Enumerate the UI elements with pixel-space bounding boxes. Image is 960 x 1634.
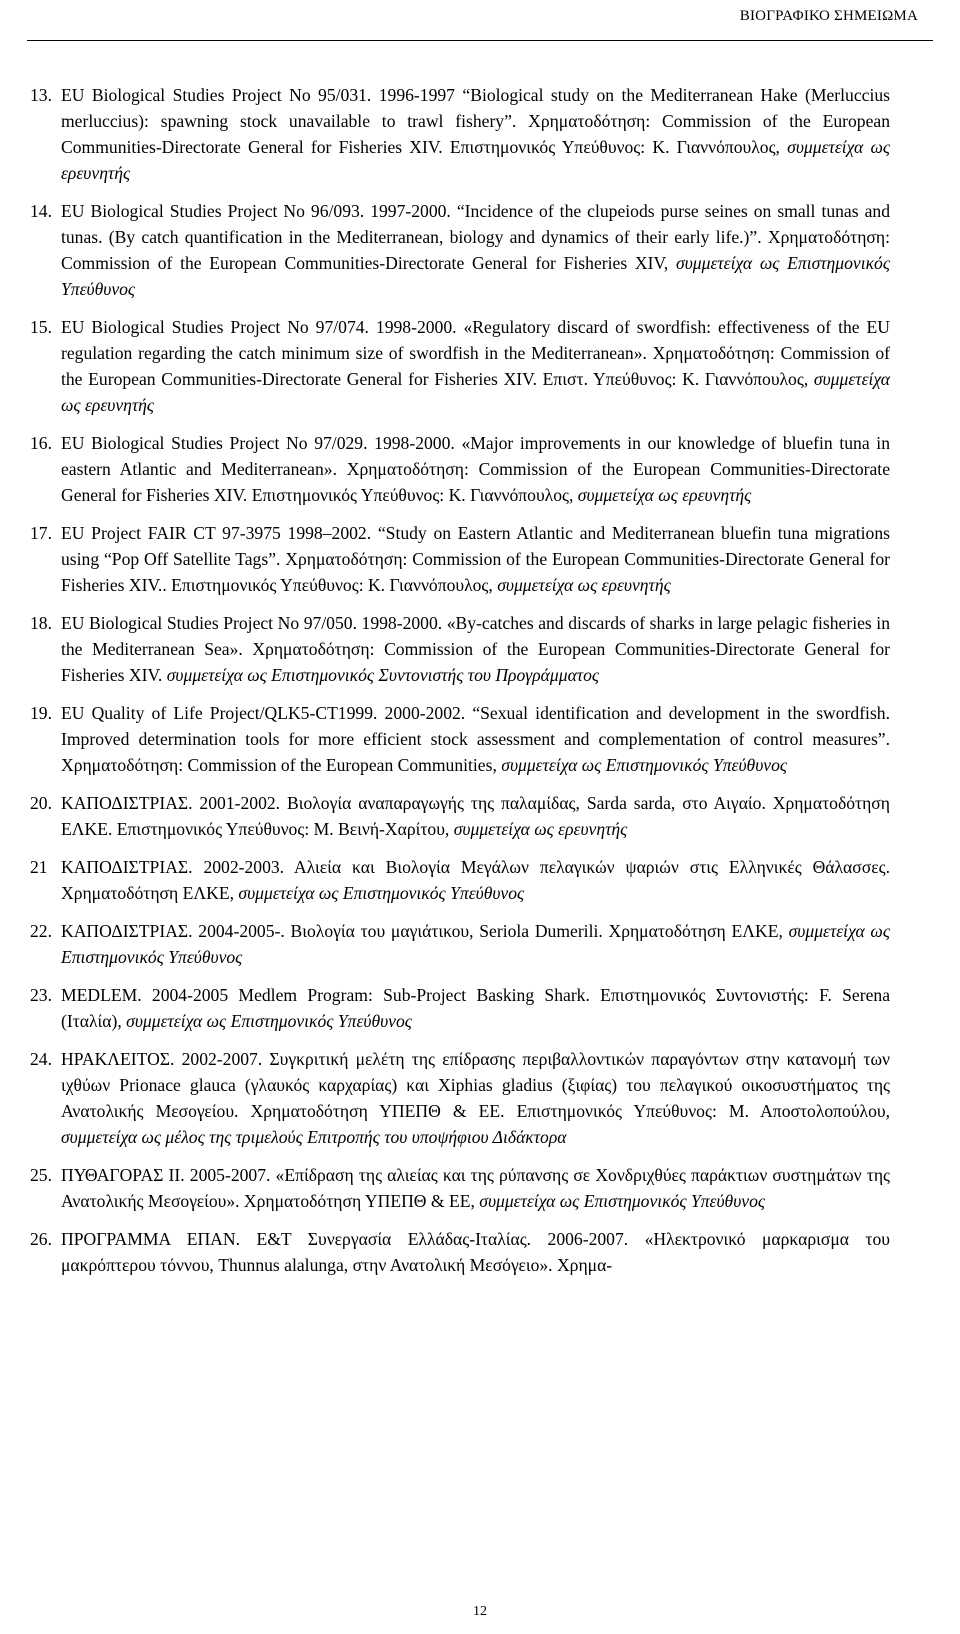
list-item (30, 1162, 890, 1214)
item-role: συμμετείχα ως ερευνητής (61, 137, 891, 183)
item-role: συμμετείχα ως Επιστημονικός Υπεύθυνος (501, 755, 788, 775)
item-role: συμμετείχα ως ερευνητής (61, 369, 890, 415)
list-item (30, 790, 890, 842)
item-number: 21 (30, 857, 48, 877)
item-number: 15. (30, 317, 52, 337)
item-number: 16. (30, 433, 52, 453)
list-item (30, 918, 890, 970)
item-number: 20. (30, 793, 52, 813)
item-text: ΗΡΑΚΛΕΙΤΟΣ. 2002-2007. Συγκριτική μελέτη της επίδρασης περιβαλλοντικών παραγόντων στην κατανομή των ιχθύων Prionace glauca (γλαυκός καρχαρίας) και Xiphias gladius (ξιφίας) του πελαγικού οικοσυστήματος της Ανατολικής Μεσογείου. Χρηματοδότηση ΥΠΕΠΘ & ΕΕ. Επιστημονικός Υπεύθυνος: Μ. Αποστολοπούλου, (61, 1049, 890, 1121)
item-number: 14. (30, 201, 52, 221)
list-item (30, 82, 890, 186)
item-body (61, 520, 890, 598)
list-item (30, 854, 890, 906)
item-text: EU Biological Studies Project No 97/050. 1998-2000. «By-catches and discards of sharks in large pelagic fisheries in the Mediterranean Sea». Χρηματοδότηση: Commission of the European Communities-Directorate General for Fisheries XIV. (61, 613, 890, 685)
item-text: EU Project FAIR CT 97-3975 1998–2002. “Study on Eastern Atlantic and Mediterranean bluefin tuna migrations using “Pop Off Satellite Tags”. Χρηματοδότηση: Commission of the European Communities-Directorate General for Fisheries XIV.. Επιστημονικός Υπεύθυνος: Κ. Γιαννόπουλος, (61, 523, 890, 595)
item-body (61, 982, 890, 1034)
item-body (61, 790, 890, 842)
item-body (61, 82, 890, 186)
item-number: 25. (30, 1165, 52, 1185)
item-role: συμμετείχα ως Επιστημονικός Υπεύθυνος (61, 921, 890, 967)
item-body (61, 854, 890, 906)
header-rule (27, 40, 933, 41)
item-role: συμμετείχα ως ερευνητής (577, 485, 752, 505)
item-text: ΚΑΠΟΔΙΣΤΡΙΑΣ. 2004-2005-. Βιολογία του μαγιάτικου, Seriola Dumerili. Χρηματοδότηση ΕΛΚΕ, (61, 921, 789, 941)
item-role: συμμετείχα ως ερευνητής (497, 575, 671, 595)
item-body (61, 314, 890, 418)
item-text: EU Quality of Life Project/QLK5-CT1999. 2000-2002. “Sexual identification and development in the swordfish. Improved determination tools for more efficient stock assessment and complementation of control measures”. Χρηματοδότηση: Commission of the European Communities, (61, 703, 890, 775)
list-item (30, 1046, 890, 1150)
item-role: συμμετείχα ως Επιστημονικός Υπεύθυνος (61, 253, 890, 299)
item-number: 13. (30, 85, 52, 105)
item-body (61, 1162, 890, 1214)
list-item (30, 1226, 890, 1278)
item-number: 22. (30, 921, 52, 941)
item-text: EU Biological Studies Project No 97/029. 1998-2000. «Major improvements in our knowledge of bluefin tuna in eastern Atlantic and Mediterranean». Χρηματοδότηση: Commission of the European Communities-Directorate General for Fisheries XIV. Επιστημονικός Υπεύθυνος: Κ. Γιαννόπουλος, (61, 433, 890, 505)
item-body (61, 1046, 890, 1150)
item-number: 24. (30, 1049, 52, 1069)
item-text: EU Biological Studies Project No 97/074. 1998-2000. «Regulatory discard of swordfish: effectiveness of the EU regulation regarding the catch minimum size of swordfish in the Mediterranean». Χρηματοδότηση: Commission of the European Communities-Directorate General for Fisheries XIV. Επιστ. Υπεύθυνος: Κ. Γιαννόπουλος, (61, 317, 890, 389)
running-header: ΒΙΟΓΡΑΦΙΚΟ ΣΗΜΕΙΩΜΑ (739, 8, 918, 24)
item-role: συμμετείχα ως Επιστημονικός Συντονιστής του Προγράμματος (166, 665, 600, 685)
item-body (61, 1226, 890, 1278)
page-number: 12 (473, 1604, 487, 1619)
item-text: ΚΑΠΟΔΙΣΤΡΙΑΣ. 2001-2002. Βιολογία αναπαραγωγής της παλαμίδας, Sarda sarda, στο Αιγαίο. Χρηματοδότηση ΕΛΚΕ. Επιστημονικός Υπεύθυνος: Μ. Βεινή-Χαρίτου, (61, 793, 890, 839)
item-number: 23. (30, 985, 52, 1005)
item-text: ΠΥΘΑΓΟΡΑΣ ΙΙ. 2005-2007. «Επίδραση της αλιείας και της ρύπανσης σε Χονδριχθύες παράκτιων συστημάτων της Ανατολικής Μεσογείου». Χρηματοδότηση ΥΠΕΠΘ & ΕΕ, (61, 1165, 890, 1211)
list-item (30, 520, 890, 598)
item-role: συμμετείχα ως Επιστημονικός Υπεύθυνος (126, 1011, 412, 1031)
item-role: συμμετείχα ως μέλος της τριμελούς Επιτροπής του υποψήφιου Διδάκτορα (61, 1127, 567, 1147)
project-list (30, 82, 890, 1290)
item-text: ΠΡΟΓΡΑΜΜΑ ΕΠΑΝ. Ε&Τ Συνεργασία Ελλάδας-Ιταλίας. 2006-2007. «Ηλεκτρονικό μαρκαρισμα του μακρόπτερου τόννου, Thunnus alalunga, στην Ανατολική Μεσόγειο». Χρημα- (61, 1229, 890, 1275)
list-item (30, 314, 890, 418)
item-body (61, 610, 890, 688)
item-role: συμμετείχα ως ερευνητής (453, 819, 628, 839)
list-item (30, 610, 890, 688)
item-number: 18. (30, 613, 52, 633)
item-text: EU Biological Studies Project No 96/093. 1997-2000. “Incidence of the clupeiods purse seines on small tunas and tunas. (By catch quantification in the Mediterranean, biology and dynamics of their early life.)”. Χρηματοδότηση: Commission of the European Communities-Directorate General for Fisheries XIV, (61, 201, 890, 273)
item-body (61, 918, 890, 970)
item-text: MEDLEM. 2004-2005 Medlem Program: Sub-Project Basking Shark. Επιστημονικός Συντονιστής: F. Serena (Ιταλία), (61, 985, 890, 1031)
item-role: συμμετείχα ως Επιστημονικός Υπεύθυνος (238, 883, 525, 903)
item-number: 17. (30, 523, 52, 543)
item-text: EU Biological Studies Project No 95/031. 1996-1997 “Biological study on the Mediterranean Hake (Merluccius merluccius): spawning stock unavailable to trawl fishery”. Χρηματοδότηση: Commission of the European Communities-Directorate General for Fisheries XIV. Επιστημονικός Υπεύθυνος: Κ. Γιαννόπουλος, (61, 85, 890, 157)
list-item (30, 198, 890, 302)
list-item (30, 430, 890, 508)
item-body (61, 430, 890, 508)
item-role: συμμετείχα ως Επιστημονικός Υπεύθυνος (479, 1191, 766, 1211)
item-number: 26. (30, 1229, 52, 1249)
list-item (30, 982, 890, 1034)
list-item (30, 700, 890, 778)
item-text: ΚΑΠΟΔΙΣΤΡΙΑΣ. 2002-2003. Αλιεία και Βιολογία Μεγάλων πελαγικών ψαριών στις Ελληνικές Θάλασσες. Χρηματοδότηση ΕΛΚΕ, (61, 857, 890, 903)
item-body (61, 198, 890, 302)
item-number: 19. (30, 703, 52, 723)
item-body (61, 700, 890, 778)
